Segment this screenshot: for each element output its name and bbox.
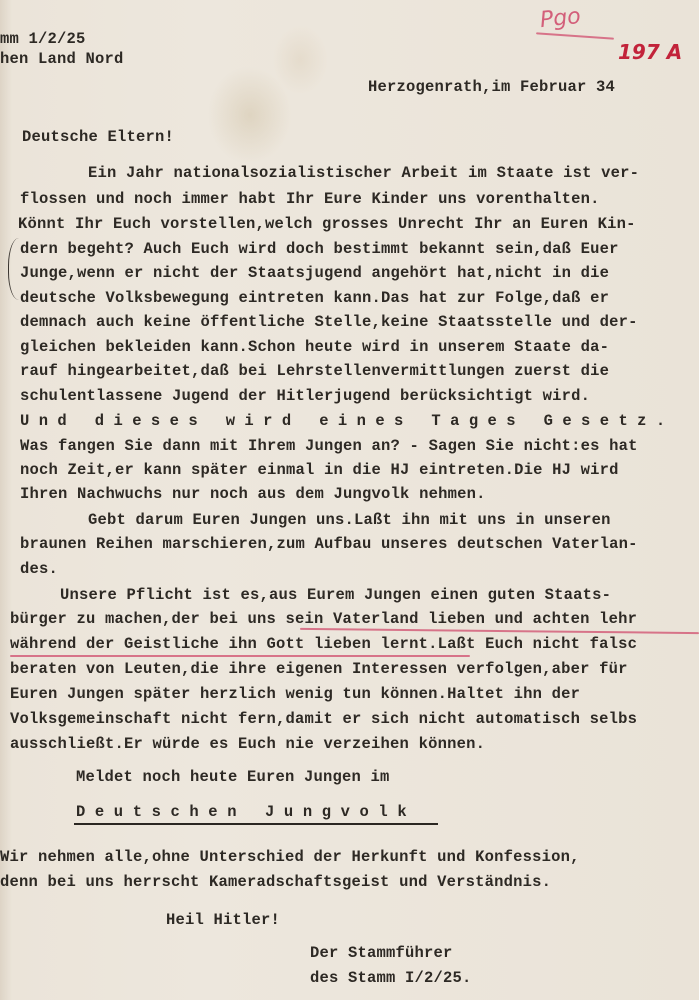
organization-name: hen Land Nord [0,50,124,68]
text-line: gleichen bekleiden kann.Schon heute wird in unserem Staate da- [20,338,610,356]
text-line: deutsche Volksbewegung eintreten kann.Das hat zur Folge,daß er [20,289,610,307]
red-pencil-underline [536,32,614,39]
text-line: Wir nehmen alle,ohne Unterschied der Herkunft und Konfession, [0,848,580,866]
text-line: braunen Reihen marschieren,zum Aufbau unseres deutschen Vaterlan- [20,535,638,553]
red-pencil-underline [10,655,470,657]
text-line: noch Zeit,er kann später einmal in die HJ eintreten.Die HJ wird [20,461,619,479]
text-line: beraten von Leuten,die ihre eigenen Interessen verfolgen,aber für [10,660,628,678]
text-line: Unsere Pflicht ist es,aus Eurem Jungen einen guten Staats- [60,586,612,604]
heading-underline [74,823,438,825]
text-line: während der Geistliche ihn Gott lieben lernt.Laßt Euch nicht falsc [10,635,638,653]
text-line: Was fangen Sie dann mit Ihrem Jungen an? - Sagen Sie nicht:es hat [20,437,638,455]
red-pencil-underline [300,628,699,634]
text-line: Ein Jahr nationalsozialistischer Arbeit im Staate ist ver- [88,164,640,182]
place-date: Herzogenrath,im Februar 34 [368,78,616,96]
signatory-title: Der Stammführer [310,944,453,962]
emphasized-line: Und dieses wird eines Tages Gesetz. [20,412,675,430]
reference-number: mm 1/2/25 [0,30,86,48]
text-line: Gebt darum Euren Jungen uns.Laßt ihn mit uns in unseren [88,511,611,529]
text-line: ausschließt.Er würde es Euch nie verzeihen können. [10,735,486,753]
archive-mark: 197 A [618,40,683,64]
signatory-unit: des Stamm I/2/25. [310,969,472,987]
text-line: denn bei uns herrscht Kameradschaftsgeist und Verständnis. [0,873,552,891]
text-line: dern begeht? Auch Euch wird doch bestimmt bekannt sein,daß Euer [20,240,619,258]
text-line: Euren Jungen später herzlich wenig tun können.Haltet ihn der [10,685,581,703]
text-line: bürger zu machen,der bei uns sein Vaterland lieben und achten lehr [10,610,638,628]
salutation: Deutsche Eltern! [22,128,175,146]
text-line: Meldet noch heute Euren Jungen im [76,768,390,786]
text-line: Junge,wenn er nicht der Staatsjugend angehört hat,nicht in die [20,264,610,282]
closing-greeting: Heil Hitler! [166,911,281,929]
text-line: flossen und noch immer habt Ihr Eure Kinder uns vorenthalten. [20,190,600,208]
text-line: demnach auch keine öffentliche Stelle,keine Staatsstelle und der- [20,313,638,331]
text-line: Volksgemeinschaft nicht fern,damit er sich nicht automatisch selbs [10,710,638,728]
text-line: des. [20,560,59,578]
red-pencil-mark: Pgo [538,3,582,34]
text-line: Ihren Nachwuchs nur noch aus dem Jungvolk nehmen. [20,485,486,503]
margin-bracket [8,238,19,300]
text-line: rauf hingearbeitet,daß bei Lehrstellenvermittlungen zuerst die [20,362,610,380]
text-line: schulentlassene Jugend der Hitlerjugend berücksichtigt wird. [20,387,591,405]
organization-heading: Deutschen Jungvolk [76,803,417,821]
text-line: Könnt Ihr Euch vorstellen,welch grosses Unrecht Ihr an Euren Kin- [18,215,636,233]
